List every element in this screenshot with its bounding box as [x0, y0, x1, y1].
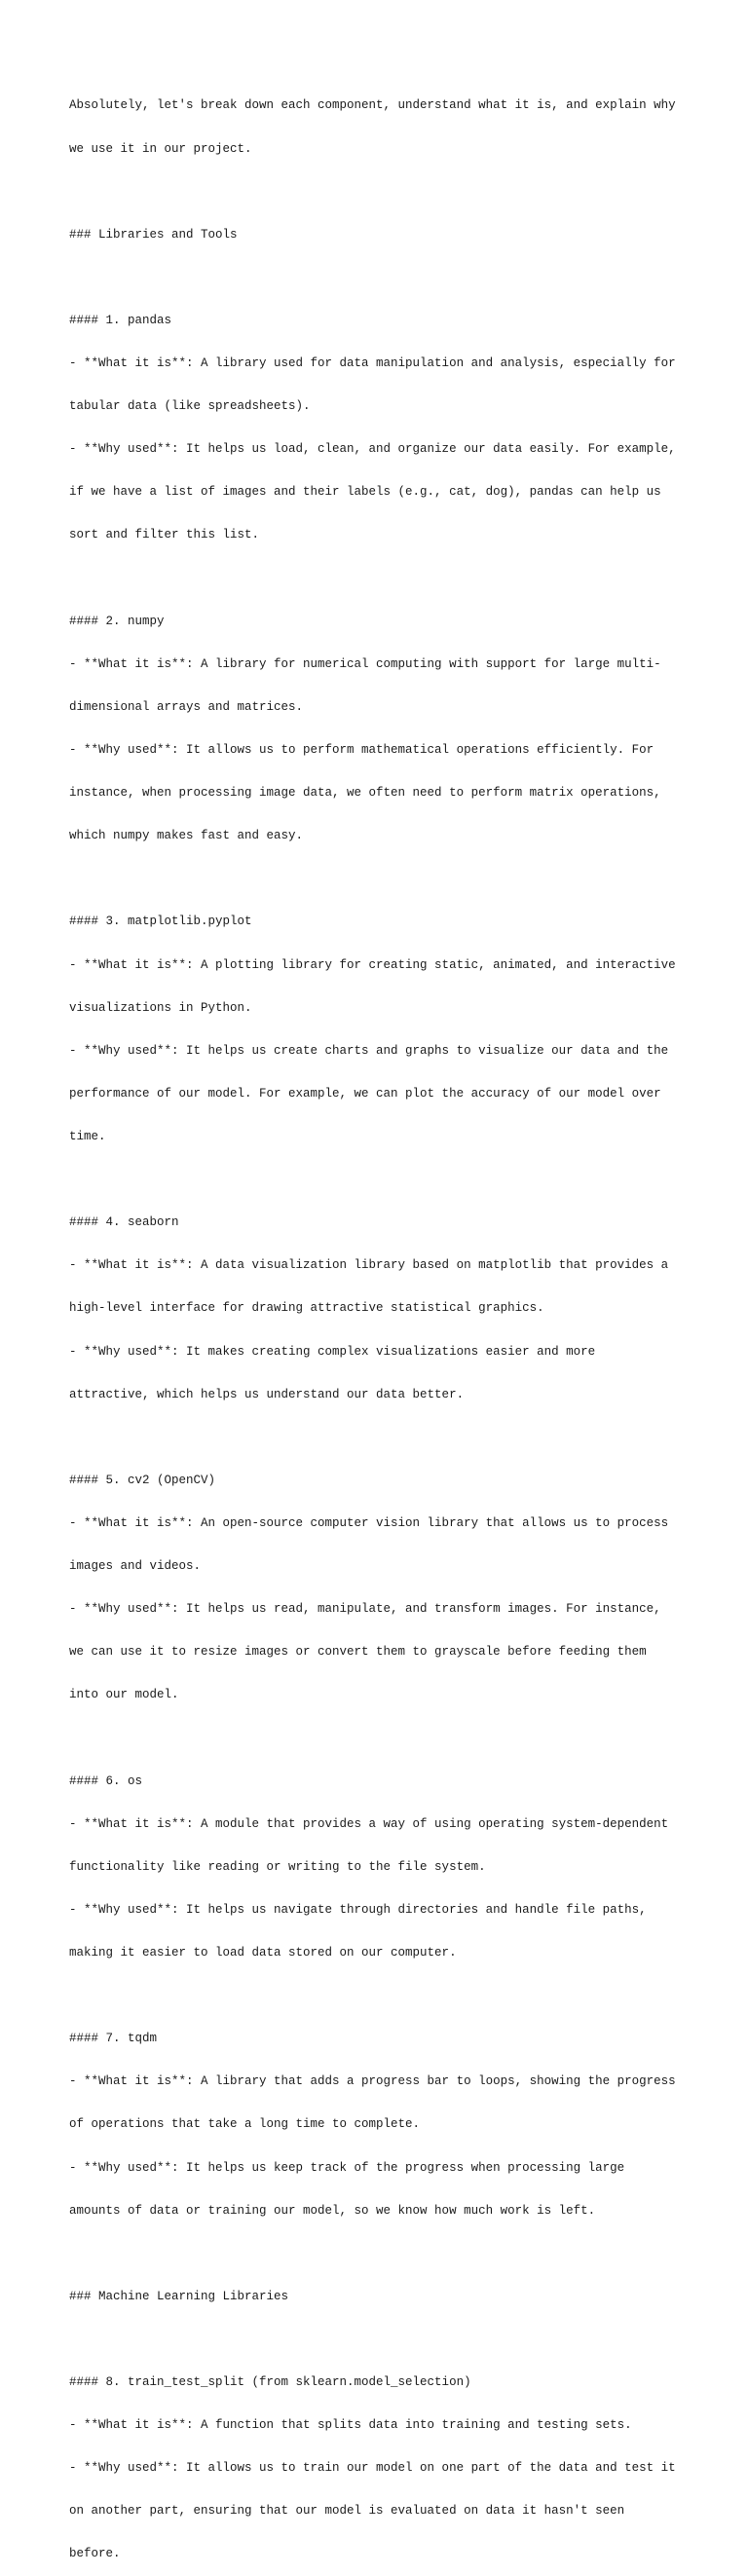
text-line: - **Why used**: It helps us navigate through directories and handle file paths,: [69, 1902, 647, 1917]
subsection-heading: #### 7. tqdm: [69, 2032, 158, 2046]
text-line: - **What it is**: A data visualization library based on matplotlib that provides a: [69, 1258, 669, 1273]
text-line: - **Why used**: It helps us create charts and graphs to visualize our data and the: [69, 1043, 669, 1058]
text-line: tabular data (like spreadsheets).: [69, 399, 311, 414]
text-line: - **What it is**: A plotting library for creating static, animated, and interactive: [69, 957, 676, 972]
text-line: dimensional arrays and matrices.: [69, 699, 304, 714]
text-line: time.: [69, 1129, 106, 1143]
text-line: - **Why used**: It allows us to train our model on one part of the data and test it: [69, 2461, 676, 2476]
blank-line: [69, 1989, 692, 2003]
blank-line: [69, 2247, 692, 2261]
text-line: into our model.: [69, 1688, 179, 1702]
text-line: which numpy makes fast and easy.: [69, 829, 304, 843]
blank-line: [69, 271, 692, 285]
blank-line: [69, 1173, 692, 1187]
text-line: of operations that take a long time to complete.: [69, 2117, 421, 2132]
blank-line: [69, 1731, 692, 1745]
subsection-heading: #### 2. numpy: [69, 614, 165, 628]
text-line: performance of our model. For example, we can plot the accuracy of our model over: [69, 1086, 661, 1101]
text-line: - **Why used**: It helps us read, manipulate, and transform images. For instance,: [69, 1602, 661, 1617]
text-line: - **What it is**: A library that adds a progress bar to loops, showing the progress: [69, 2074, 676, 2089]
subsection-heading: #### 3. matplotlib.pyplot: [69, 915, 252, 929]
text-line: before.: [69, 2547, 121, 2561]
document-body: [69, 70, 692, 2576]
blank-line: [69, 185, 692, 200]
section-heading: ### Libraries and Tools: [69, 227, 238, 242]
subsection-heading: #### 1. pandas: [69, 313, 172, 327]
text-line: - **Why used**: It helps us keep track of the progress when processing large: [69, 2160, 625, 2175]
text-line: high-level interface for drawing attractive statistical graphics.: [69, 1301, 544, 1316]
text-line: on another part, ensuring that our model is evaluated on data it hasn't seen: [69, 2504, 625, 2519]
text-line: attractive, which helps us understand our data better.: [69, 1387, 465, 1401]
blank-line: [69, 572, 692, 586]
text-line: - **What it is**: A library used for data manipulation and analysis, especially for: [69, 356, 676, 371]
text-line: instance, when processing image data, we often need to perform matrix operations,: [69, 786, 661, 801]
text-line: - **Why used**: It helps us load, clean, and organize our data easily. For example,: [69, 442, 676, 457]
text-line: - **What it is**: A module that provides a way of using operating system-dependent: [69, 1816, 669, 1831]
text-line: - **What it is**: An open-source computer vision library that allows us to process: [69, 1515, 669, 1530]
text-line: visualizations in Python.: [69, 1000, 252, 1015]
subsection-heading: #### 6. os: [69, 1773, 143, 1788]
text-line: - **Why used**: It allows us to perform mathematical operations efficiently. For: [69, 743, 654, 757]
text-line: if we have a list of images and their labels (e.g., cat, dog), pandas can help us: [69, 485, 661, 500]
blank-line: [69, 1431, 692, 1445]
text-line: Absolutely, let's break down each component, understand what it is, and explain why: [69, 98, 676, 113]
text-line: we can use it to resize images or convert them to grayscale before feeding them: [69, 1645, 647, 1660]
section-heading: ### Machine Learning Libraries: [69, 2289, 289, 2303]
text-line: we use it in our project.: [69, 141, 252, 156]
text-line: images and videos.: [69, 1559, 202, 1574]
text-line: - **What it is**: A function that splits data into training and testing sets.: [69, 2418, 632, 2433]
subsection-heading: #### 4. seaborn: [69, 1215, 179, 1230]
subsection-heading: #### 8. train_test_split (from sklearn.model_selection): [69, 2375, 471, 2390]
subsection-heading: #### 5. cv2 (OpenCV): [69, 1473, 216, 1487]
text-line: - **Why used**: It makes creating complex visualizations easier and more: [69, 1344, 596, 1359]
text-line: functionality like reading or writing to the file system.: [69, 1859, 486, 1874]
blank-line: [69, 872, 692, 886]
blank-line: [69, 2333, 692, 2347]
text-line: - **What it is**: A library for numerical computing with support for large multi-: [69, 656, 661, 671]
text-line: making it easier to load data stored on our computer.: [69, 1946, 457, 1960]
text-line: amounts of data or training our model, so we know how much work is left.: [69, 2203, 596, 2218]
text-line: sort and filter this list.: [69, 528, 260, 542]
